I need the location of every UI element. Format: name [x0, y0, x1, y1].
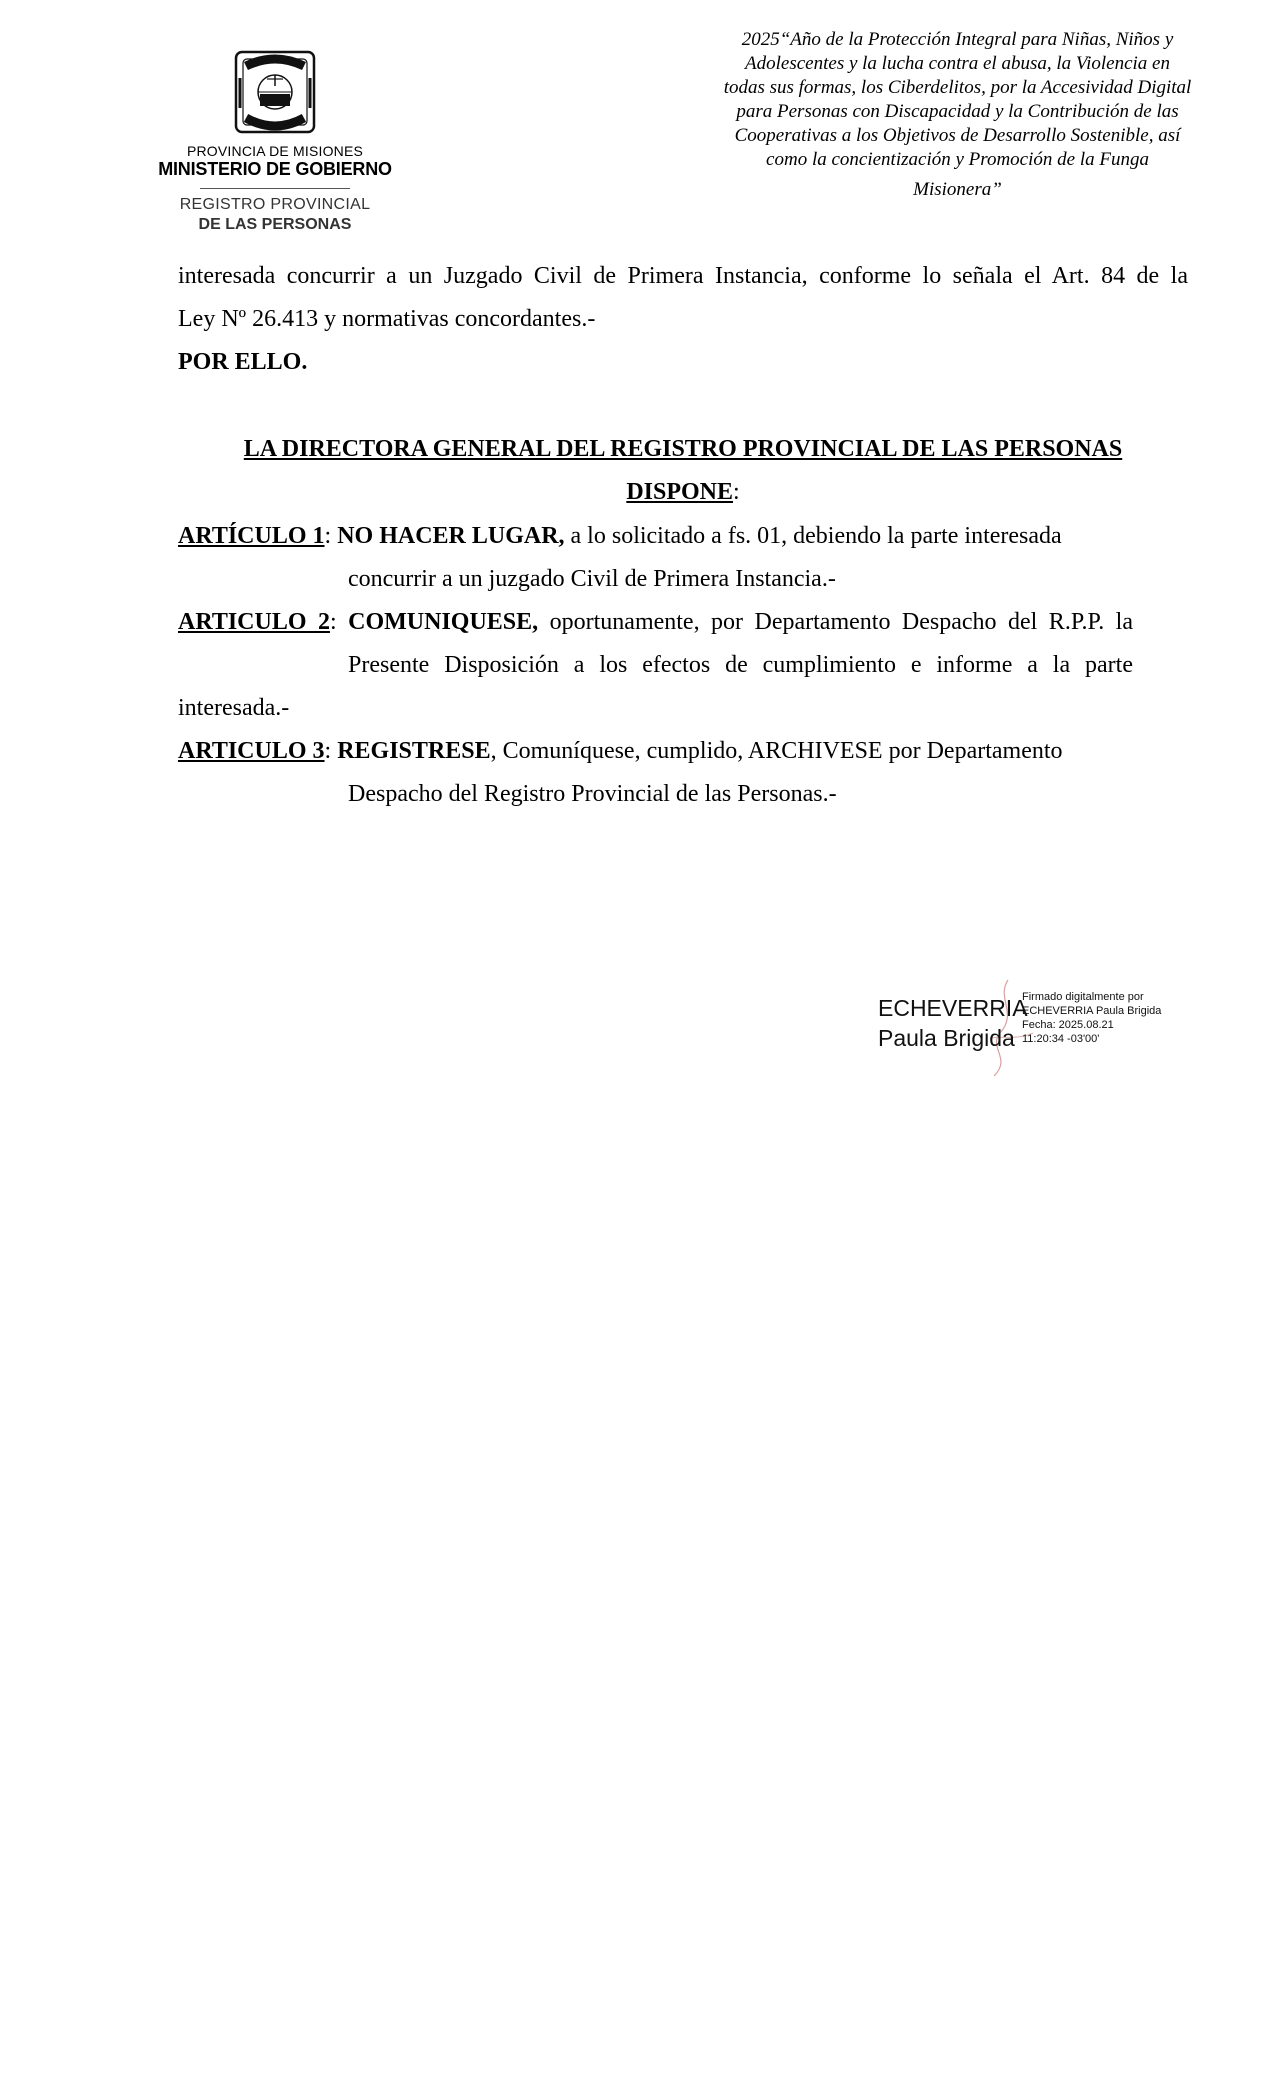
- preamble-paragraph: [178, 255, 1188, 384]
- institution-logo: [155, 48, 395, 235]
- motto-line: como la concientización y Promoción de la Funga: [766, 149, 1149, 170]
- signature-meta-line: Firmado digitalmente por: [1022, 991, 1144, 1003]
- article-1: [178, 515, 1133, 601]
- motto-line: Misionera”: [913, 179, 1002, 200]
- logo-ministry: MINISTERIO DE GOBIERNO: [158, 159, 392, 179]
- article-text: concurrir a un juzgado Civil de Primera Instancia.-: [348, 566, 836, 592]
- motto-line: Cooperativas a los Objetivos de Desarrollo Sostenible, así: [734, 125, 1181, 146]
- logo-province: PROVINCIA DE MISIONES: [186, 143, 364, 159]
- preamble-line: Ley Nº 26.413 y normativas concordantes.-: [178, 306, 596, 332]
- logo-registry-line2: DE LAS PERSONAS: [198, 216, 352, 233]
- article-text: oportunamente, por Departamento Despacho del R.P.P. la: [538, 609, 1133, 635]
- provincial-seal-icon: [230, 48, 320, 140]
- article-label: ARTÍCULO 1: [178, 523, 325, 549]
- article-action: COMUNIQUESE,: [348, 609, 539, 635]
- disposition-heading: [178, 428, 1188, 514]
- article-text: , Comuníquese, cumplido, ARCHIVESE por Departamento: [490, 738, 1063, 764]
- article-2: [178, 601, 1133, 730]
- article-sep: :: [329, 609, 349, 635]
- digital-signature: [878, 978, 1198, 1088]
- motto-line: para Personas con Discapacidad y la Contribución de las: [736, 101, 1179, 122]
- signature-metadata: [1022, 990, 1161, 1046]
- motto-line: 2025“Año de la Protección Integral para Niñas, Niños y: [741, 29, 1174, 50]
- article-text: a lo solicitado a fs. 01, debiendo la parte interesada: [564, 523, 1062, 549]
- motto-line: todas sus formas, los Ciberdelitos, por la Accesividad Digital: [723, 77, 1192, 98]
- signer-name: [878, 993, 1028, 1053]
- preamble-line: interesada concurrir a un Juzgado Civil de Primera Instancia, conforme lo señala el Art. 84 de la: [178, 263, 1188, 289]
- article-label: ARTICULO 3: [178, 738, 325, 764]
- logo-registry-line1: REGISTRO PROVINCIAL: [179, 196, 371, 213]
- signer-surname: ECHEVERRIA: [878, 995, 1028, 1021]
- signature-meta-line: ECHEVERRIA Paula Brigida: [1022, 1005, 1162, 1017]
- article-action: REGISTRESE: [337, 738, 491, 764]
- signature-meta-line: 11:20:34 -03'00': [1022, 1033, 1100, 1045]
- signer-given-names: Paula Brigida: [878, 1025, 1015, 1051]
- article-text: Presente Disposición a los efectos de cumplimiento e informe a la parte: [348, 652, 1133, 678]
- article-text: interesada.-: [178, 695, 290, 721]
- article-label: ARTICULO 2: [178, 609, 330, 635]
- article-sep: :: [324, 523, 338, 549]
- article-action: NO HACER LUGAR,: [337, 523, 565, 549]
- article-3: [178, 730, 1133, 816]
- heading-colon: :: [733, 479, 740, 505]
- motto-line: Adolescentes y la lucha contra el abusa, la Violencia en: [745, 53, 1170, 74]
- article-text: Despacho del Registro Provincial de las Personas.-: [348, 781, 837, 807]
- signature-meta-line: Fecha: 2025.08.21: [1022, 1019, 1114, 1031]
- heading-title: LA DIRECTORA GENERAL DEL REGISTRO PROVINCIAL DE LAS PERSONAS: [243, 436, 1123, 462]
- por-ello: POR ELLO.: [178, 349, 308, 375]
- header-motto: [690, 28, 1225, 202]
- article-sep: :: [324, 738, 338, 764]
- heading-dispone: DISPONE: [626, 479, 733, 505]
- logo-divider: [200, 188, 350, 189]
- articles-section: [178, 515, 1133, 816]
